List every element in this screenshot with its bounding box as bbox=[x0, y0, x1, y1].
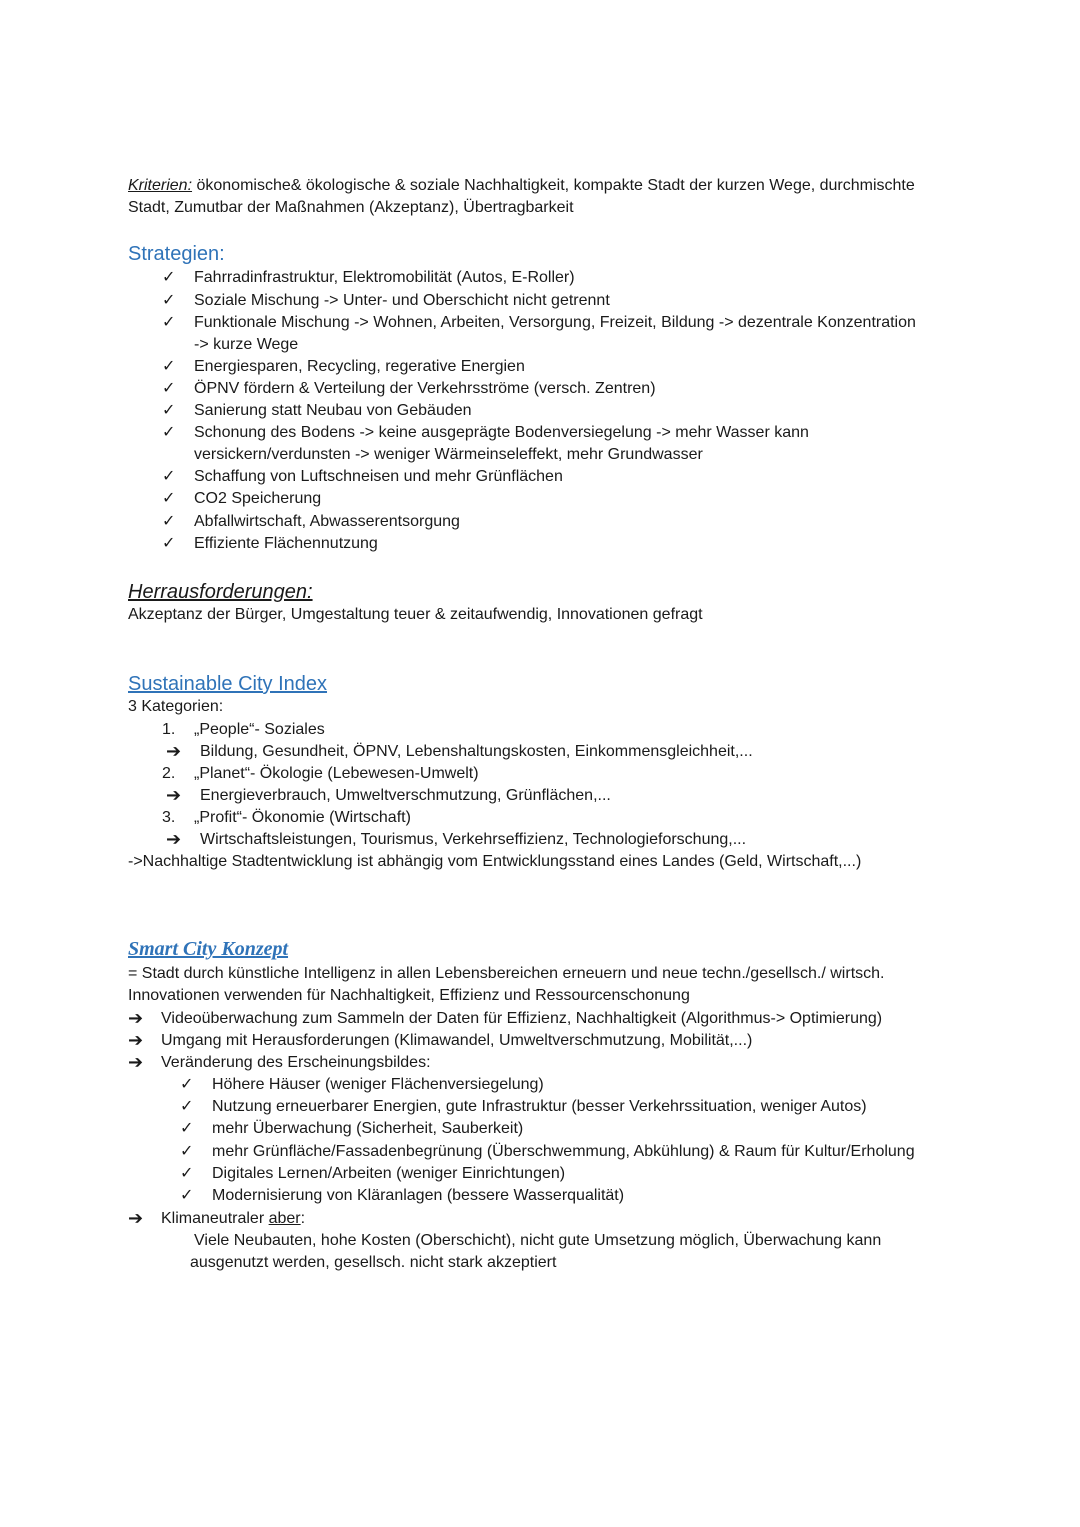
klimaneutral-text: Klimaneutraler bbox=[161, 1210, 269, 1227]
arrow-icon: ➔ bbox=[128, 1208, 144, 1228]
smart-city-sub-item: mehr Grünfläche/Fassadenbegrünung (Überschwemmung, Abkühlung) & Raum für Kultur/Erholung bbox=[212, 1143, 915, 1160]
kriterien-text-1: ökonomische& ökologische & soziale Nachhaltigkeit, kompakte Stadt der kurzen Wege, durchmischte bbox=[192, 177, 915, 194]
sci-category-planet: „Planet“- Ökologie (Lebewesen-Umwelt) bbox=[194, 765, 479, 782]
sci-category-detail: Energieverbrauch, Umweltverschmutzung, Grünflächen,... bbox=[200, 787, 611, 804]
aber-detail-1: Viele Neubauten, hohe Kosten (Oberschicht), nicht gute Umsetzung möglich, Überwachung kann bbox=[194, 1232, 882, 1249]
sci-category-detail: Wirtschaftsleistungen, Tourismus, Verkehrseffizienz, Technologieforschung,... bbox=[200, 831, 747, 848]
strategy-item: Funktionale Mischung -> Wohnen, Arbeiten, Versorgung, Freizeit, Bildung -> dezentrale Konzentration bbox=[194, 314, 916, 331]
check-icon: ✓ bbox=[162, 490, 176, 507]
smart-city-point: Veränderung des Erscheinungsbildes: bbox=[161, 1054, 431, 1071]
check-icon: ✓ bbox=[162, 424, 176, 441]
strategy-item: Sanierung statt Neubau von Gebäuden bbox=[194, 402, 472, 419]
sci-conclusion: ->Nachhaltige Stadtentwicklung ist abhängig vom Entwicklungsstand eines Landes (Geld, Wirtschaft,...) bbox=[128, 853, 862, 870]
strategien-heading: Strategien: bbox=[128, 243, 225, 265]
check-icon: ✓ bbox=[180, 1076, 194, 1093]
check-icon: ✓ bbox=[180, 1098, 194, 1115]
check-icon: ✓ bbox=[180, 1165, 194, 1182]
strategy-item: Effiziente Flächennutzung bbox=[194, 535, 378, 552]
smart-city-sub-item: Modernisierung von Kläranlagen (bessere Wasserqualität) bbox=[212, 1187, 625, 1204]
smart-city-definition-1: = Stadt durch künstliche Intelligenz in allen Lebensbereichen erneuern und neue techn./gesellsch./ wirtsch. bbox=[128, 965, 885, 982]
check-icon: ✓ bbox=[162, 314, 176, 331]
sci-category-profit: „Profit“- Ökonomie (Wirtschaft) bbox=[194, 809, 411, 826]
strategy-item: Soziale Mischung -> Unter- und Oberschicht nicht getrennt bbox=[194, 292, 610, 309]
sci-cat-number: 2. bbox=[162, 765, 176, 782]
arrow-icon: ➔ bbox=[128, 1030, 144, 1050]
strategy-item: Schonung des Bodens -> keine ausgeprägte Bodenversiegelung -> mehr Wasser kann bbox=[194, 424, 809, 441]
check-icon: ✓ bbox=[162, 535, 176, 552]
strategy-item: Fahrradinfrastruktur, Elektromobilität (Autos, E-Roller) bbox=[194, 269, 575, 286]
strategy-item: ÖPNV fördern & Verteilung der Verkehrsströme (versch. Zentren) bbox=[194, 380, 656, 397]
check-icon: ✓ bbox=[162, 269, 176, 286]
check-icon: ✓ bbox=[180, 1143, 194, 1160]
check-icon: ✓ bbox=[162, 358, 176, 375]
smart-city-sub-item: Höhere Häuser (weniger Flächenversiegelung) bbox=[212, 1076, 544, 1093]
aber-detail-2: ausgenutzt werden, gesellsch. nicht stark akzeptiert bbox=[190, 1254, 557, 1271]
smart-city-heading: Smart City Konzept bbox=[128, 938, 289, 960]
sci-intro: 3 Kategorien: bbox=[128, 698, 224, 715]
arrow-icon: ➔ bbox=[166, 741, 182, 761]
arrow-icon: ➔ bbox=[166, 829, 182, 849]
strategy-item-continuation: versickern/verdunsten -> weniger Wärmeinseleffekt, mehr Grundwasser bbox=[194, 446, 703, 463]
kriterien-line-2: Stadt, Zumutbar der Maßnahmen (Akzeptanz), Übertragbarkeit bbox=[128, 199, 574, 216]
check-icon: ✓ bbox=[162, 513, 176, 530]
smart-city-sub-item: Digitales Lernen/Arbeiten (weniger Einrichtungen) bbox=[212, 1165, 566, 1182]
strategy-item: Energiesparen, Recycling, regerative Energien bbox=[194, 358, 525, 375]
check-icon: ✓ bbox=[162, 468, 176, 485]
smart-city-sub-item: mehr Überwachung (Sicherheit, Sauberkeit) bbox=[212, 1120, 524, 1137]
arrow-icon: ➔ bbox=[166, 785, 182, 805]
smart-city-definition-2: Innovationen verwenden für Nachhaltigkeit, Effizienz und Ressourcenschonung bbox=[128, 987, 690, 1004]
kriterien-label: Kriterien: bbox=[128, 177, 193, 194]
strategy-item: Abfallwirtschaft, Abwasserentsorgung bbox=[194, 513, 460, 530]
smart-city-point: Videoüberwachung zum Sammeln der Daten für Effizienz, Nachhaltigkeit (Algorithmus-> Optimierung) bbox=[161, 1010, 883, 1027]
arrow-icon: ➔ bbox=[128, 1052, 144, 1072]
strategy-item-continuation: -> kurze Wege bbox=[194, 336, 299, 353]
colon-text: : bbox=[300, 1210, 306, 1227]
sci-category-detail: Bildung, Gesundheit, ÖPNV, Lebenshaltungskosten, Einkommensgleichheit,... bbox=[200, 743, 753, 760]
check-icon: ✓ bbox=[180, 1120, 194, 1137]
check-icon: ✓ bbox=[162, 380, 176, 397]
sci-heading: Sustainable City Index bbox=[128, 673, 328, 695]
check-icon: ✓ bbox=[162, 292, 176, 309]
smart-city-sub-item: Nutzung erneuerbarer Energien, gute Infrastruktur (besser Verkehrssituation, weniger Autos) bbox=[212, 1098, 867, 1115]
kriterien-line-1 bbox=[128, 176, 915, 196]
sci-cat-number: 3. bbox=[162, 809, 176, 826]
aber-text: aber bbox=[268, 1210, 301, 1227]
check-icon: ✓ bbox=[180, 1187, 194, 1204]
sci-category-people: „People“- Soziales bbox=[194, 721, 325, 738]
herausforderungen-heading: Herrausforderungen: bbox=[128, 581, 313, 603]
check-icon: ✓ bbox=[162, 402, 176, 419]
herausforderungen-text: Akzeptanz der Bürger, Umgestaltung teuer & zeitaufwendig, Innovationen gefragt bbox=[128, 606, 703, 623]
strategy-item: CO2 Speicherung bbox=[194, 490, 322, 507]
arrow-icon: ➔ bbox=[128, 1008, 144, 1028]
strategy-item: Schaffung von Luftschneisen und mehr Grünflächen bbox=[194, 468, 563, 485]
smart-city-point: Umgang mit Herausforderungen (Klimawandel, Umweltverschmutzung, Mobilität,...) bbox=[161, 1032, 753, 1049]
smart-city-point-klimaneutral bbox=[161, 1209, 305, 1229]
sci-cat-number: 1. bbox=[162, 721, 176, 738]
